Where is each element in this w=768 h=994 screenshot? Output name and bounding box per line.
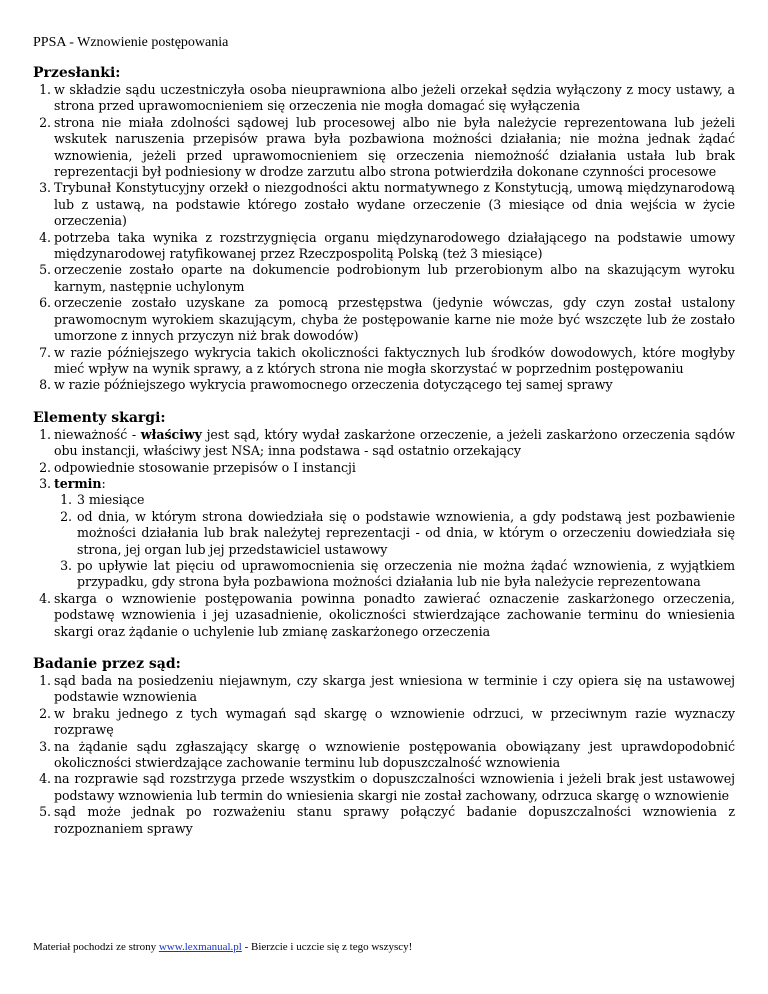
bold-term: termin [54, 475, 102, 491]
page-footer [33, 941, 412, 953]
list-item: 3. Trybunał Konstytucyjny orzekł o niezgodności aktu normatywnego z Konstytucją, umową międzynarodową lub z ustawą, na podstawie którego zostało wydane orzeczenie (3 miesiące od dnia wejścia w życie orzeczenia) [39, 180, 735, 229]
section-heading: Elementy skargi: [33, 409, 166, 426]
section-przeslanki [33, 65, 735, 394]
document-page [33, 34, 735, 853]
numbered-list [33, 427, 735, 640]
list-item: 4. na rozprawie sąd rozstrzyga przede wszystkim o dopuszczalności wznowienia i jeżeli brak jest ustawowej podstawy wznowienia lub termin do wniesienia skargi nie został zachowany, odrzuca skargę o wznowienie [39, 771, 735, 803]
sub-list-item: 1. 3 miesiące [60, 492, 145, 508]
list-item: 7. w razie późniejszego wykrycia takich okoliczności faktycznych lub środków dowodowych, które mogłyby mieć wpływ na wynik sprawy, a z których strona nie mogła skorzystać w poprzednim postępowaniu [39, 344, 735, 376]
footer-suffix: - Bierzcie i uczcie się z tego wszyscy! [241, 941, 413, 953]
list-item: 1. w składzie sądu uczestniczyła osoba nieuprawniona albo jeżeli orzekał sędzia wyłączony z mocy ustawy, a strona przed uprawomocnieniem się orzeczenia nie mogła domagać się wyłączenia [39, 82, 735, 114]
list-item: 1. sąd bada na posiedzeniu niejawnym, czy skarga jest wniesiona w terminie i czy opiera się na ustawowej podstawie wznowienia [39, 673, 735, 705]
section-elementy-skargi [33, 410, 735, 640]
list-item: 2. w braku jednego z tych wymagań sąd skargę o wznowienie odrzuci, w przeciwnym razie wyznaczy rozprawę [39, 705, 735, 738]
list-item: 8. w razie późniejszego wykrycia prawomocnego orzeczenia dotyczącego tej samej sprawy [39, 377, 613, 393]
footer-prefix: Materiał pochodzi ze strony [33, 941, 159, 953]
numbered-list [33, 673, 735, 837]
document-title: PPSA - Wznowienie postępowania [33, 35, 229, 50]
list-item: 2. odpowiednie stosowanie przepisów o I instancji [39, 459, 356, 475]
section-heading: Badanie przez sąd: [33, 656, 181, 672]
section-badanie-przez-sad [33, 656, 735, 837]
sub-list-item: 2. od dnia, w którym strona dowiedziała się o podstawie wznowienia, a gdy podstawą jest pozbawienie możności działania lub brak należytej reprezentacji - od dnia, w którym o orzeczeniu dowiedziała się strona, jej organ lub jej przedstawiciel ustawowy [60, 508, 735, 557]
list-item: 3. na żądanie sądu zgłaszający skargę o wznowienie postępowania obowiązany jest uprawdopodobnić okoliczności stwierdzające zachowanie terminu lub dopuszczalność wznowienia [39, 738, 735, 771]
list-item: 4. skarga o wznowienie postępowania powinna ponadto zawierać oznaczenie zaskarżonego orzeczenia, podstawę wznowienia i jej uzasadnienie, okoliczności stwierdzające zachowanie terminu do wniesienia skargi oraz żądanie o uchylenie lub zmianę zaskarżonego orzeczenia [39, 590, 735, 639]
list-item: 5. sąd może jednak po rozważeniu stanu sprawy połączyć badanie dopuszczalności wznowienia z rozpoznaniem sprawy [39, 804, 735, 836]
list-item: 6. orzeczenie zostało uzyskane za pomocą przestępstwa (jedynie wówczas, gdy czyn został ustalony prawomocnym wyrokiem skazującym, chyba że postępowanie karne nie może być wszczęte lub że zostało umorzone z innych przyczyn niż brak dowodów) [39, 295, 735, 344]
numbered-list [33, 82, 735, 394]
sub-list-item: 3. po upływie lat pięciu od uprawomocnienia się orzeczenia nie można żądać wznowienia, z wyjątkiem przypadku, gdy strona była pozbawiona możności działania lub nie była należycie reprezentowana [60, 557, 735, 590]
footer-link[interactable]: www.lexmanual.pl [158, 941, 242, 953]
list-item: 2. strona nie miała zdolności sądowej lub procesowej albo nie była należycie reprezentowana lub jeżeli wskutek naruszenia przepisów prawa była pozbawiona możności działania; nie można jednak żądać wznowienia, jeżeli przed uprawomocnieniem się orzeczenia niemożność działania ustała lub brak reprezentacji był podniesiony w drodze zarzutu albo strona potwierdziła dokonane czynności procesowe [39, 114, 735, 180]
list-item: 4. potrzeba taka wynika z rozstrzygnięcia organu międzynarodowego działającego na podstawie umowy międzynarodowej ratyfikowanej przez Rzeczpospolitą Polską (też 3 miesiące) [39, 229, 735, 262]
list-item: 1. nieważność - właściwy jest sąd, który wydał zaskarżone orzeczenie, a jeżeli zaskarżono orzeczenia sądów obu instancji, właściwy jest NSA; inna podstawa - sąd ostatnio orzekający [39, 426, 735, 459]
nested-list [54, 492, 735, 590]
list-item: 5. orzeczenie zostało oparte na dokumencie podrobionym lub przerobionym albo na skazującym wyroku karnym, następnie uchylonym [39, 262, 735, 294]
section-heading: Przesłanki: [33, 65, 121, 81]
bold-term: właściwy [140, 426, 202, 442]
list-item: 3. termin: 1. 3 miesiące 2. od dnia, w którym strona dowiedziała się o podstawie wznowienia, a gdy podstawą jest pozbawienie możności działania lub brak należytej reprezentacji - od dnia, w którym o orzeczeniu dowiedziała się strona, jej organ lub jej przedstawiciel ustawowy 3. po upływie lat pięciu od uprawomocnienia się orzeczenia nie można żądać wznowienia, z wyjątkiem przypadku, gdy strona była pozbawiona możności działania lub nie była należycie reprezentowana [39, 475, 735, 590]
